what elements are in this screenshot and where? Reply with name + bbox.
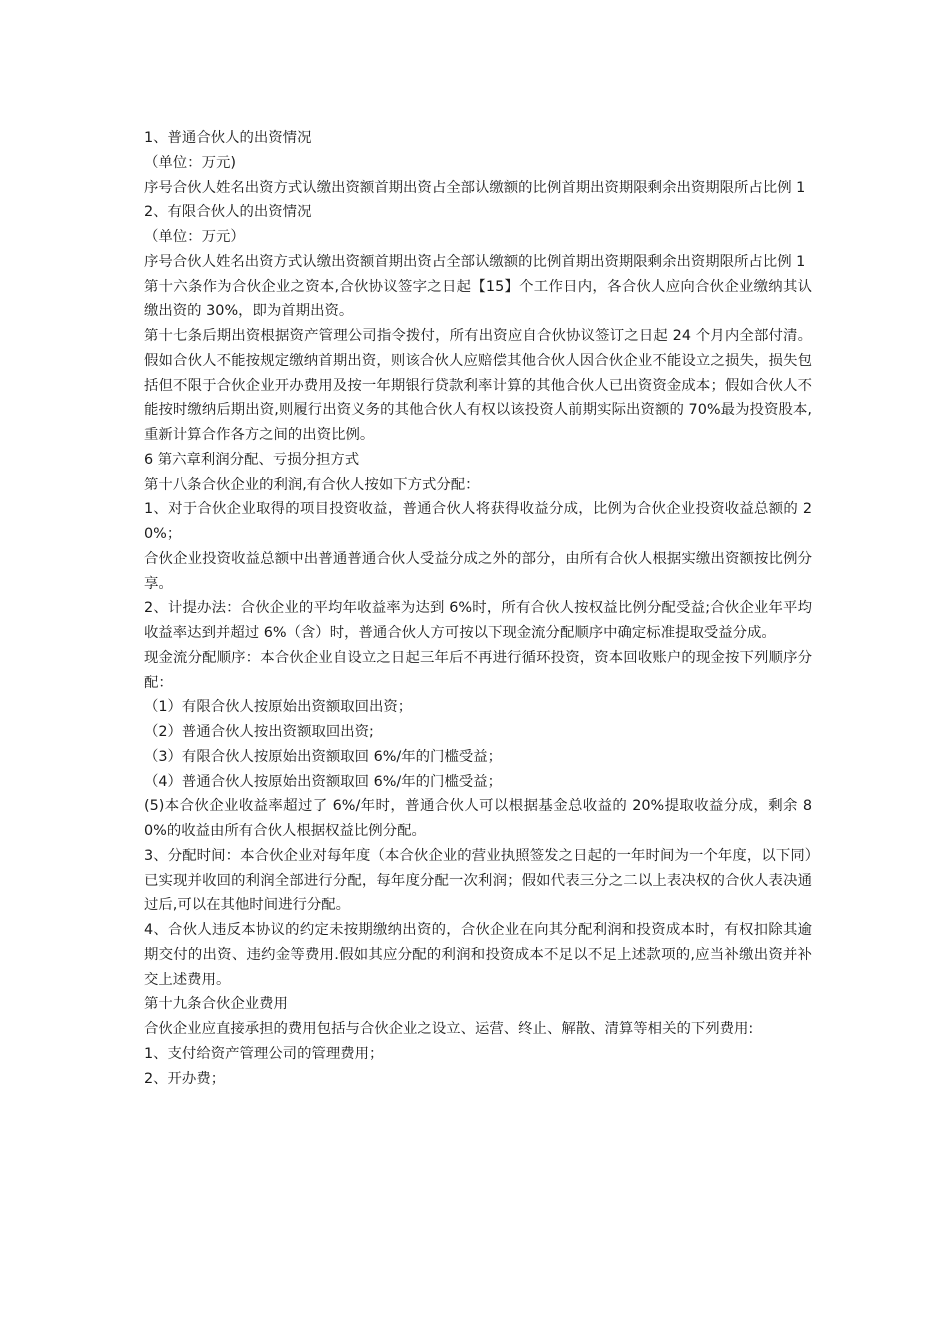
paragraph: 合伙企业应直接承担的费用包括与合伙企业之设立、运营、终止、解散、清算等相关的下列费用: [144, 1021, 754, 1037]
list-item: 4、合伙人违反本协议的约定未按期缴纳出资的，合伙企业在向其分配利润和投资成本时，有权扣除其逾期交付的出资、违约金等费用.假如其应分配的利润和投资成本不足以不足上述款项的,应当补缴出资并补交上述费用。 [144, 922, 812, 988]
list-item: 2、开办费； [144, 1070, 226, 1087]
list-item: 1、支付给资产管理公司的管理费用； [144, 1045, 384, 1062]
paragraph: 合伙企业投资收益总额中出普通普通合伙人受益分成之外的部分，由所有合伙人根据实缴出资额按比例分享。 [144, 550, 812, 592]
section-heading-general-partner-contribution: 1、普通合伙人的出资情况 [144, 130, 312, 146]
list-item: 2、计提办法：合伙企业的平均年收益率为达到 6%时，所有合伙人按权益比例分配受益;合伙企业年平均收益率达到并超过 6%（含）时，普通合伙人方可按以下现金流分配顺序中确定标准提取受益分成。 [144, 600, 812, 641]
unit-note: （单位：万元) [144, 154, 236, 171]
article-18: 第十八条合伙企业的利润,有合伙人按如下方式分配： [144, 476, 480, 493]
list-item: 3、分配时间：本合伙企业对每年度（本合伙企业的营业执照签发之日起的一年时间为一个年度，以下同）已实现并收回的利润全部进行分配，每年度分配一次利润；假如代表三分之二以上表决权的合伙人表决通过后,可以在其他时间进行分配。 [144, 847, 812, 914]
list-item: （2）普通合伙人按出资额取回出资; [144, 724, 374, 740]
article-17: 第十七条后期出资根据资产管理公司指令拨付，所有出资应自合伙协议签订之日起 24 个月内全部付清。假如合伙人不能按规定缴纳首期出资，则该合伙人应赔偿其他合伙人因合伙企业不能设立之损失，损失包括但不限于合伙企业开办费用及按一年期银行贷款利率计算的其他合伙人已出资资金成本；假如合伙人不能按时缴纳后期出资,则履行出资义务的其他合伙人有权以该投资人前期实际出资额的 70%最为投资股本,重新计算合作各方之间的出资比例。 [144, 328, 812, 443]
document-body [144, 126, 812, 1091]
paragraph: 现金流分配顺序：本合伙企业自设立之日起三年后不再进行循环投资，资本回收账户的现金按下列顺序分配： [144, 649, 812, 691]
article-19: 第十九条合伙企业费用 [144, 996, 288, 1013]
chapter-6-heading: 6 第六章利润分配、亏损分担方式 [144, 451, 360, 468]
table-header-row: 序号合伙人姓名出资方式认缴出资额首期出资占全部认缴额的比例首期出资期限剩余出资期限所占比例 1 [144, 179, 806, 196]
list-item: （1）有限合伙人按原始出资额取回出资； [144, 699, 413, 716]
list-item: （3）有限合伙人按原始出资额取回 6%/年的门槛受益； [144, 748, 503, 765]
table-header-row: 序号合伙人姓名出资方式认缴出资额首期出资占全部认缴额的比例首期出资期限剩余出资期限所占比例 1 [144, 253, 806, 270]
list-item: 1、对于合伙企业取得的项目投资收益，普通合伙人将获得收益分成，比例为合伙企业投资收益总额的 20%； [144, 501, 812, 542]
list-item: （4）普通合伙人按原始出资额取回 6%/年的门槛受益； [144, 773, 503, 790]
unit-note: （单位：万元） [144, 229, 245, 245]
list-item: (5)本合伙企业收益率超过了 6%/年时，普通合伙人可以根据基金总收益的 20%提取收益分成，剩余 80%的收益由所有合伙人根据权益比例分配。 [144, 798, 812, 839]
section-heading-limited-partner-contribution: 2、有限合伙人的出资情况 [144, 204, 312, 221]
article-16: 第十六条作为合伙企业之资本,合伙协议签字之日起【15】个工作日内，各合伙人应向合伙企业缴纳其认缴出资的 30%，即为首期出资。 [144, 278, 812, 320]
